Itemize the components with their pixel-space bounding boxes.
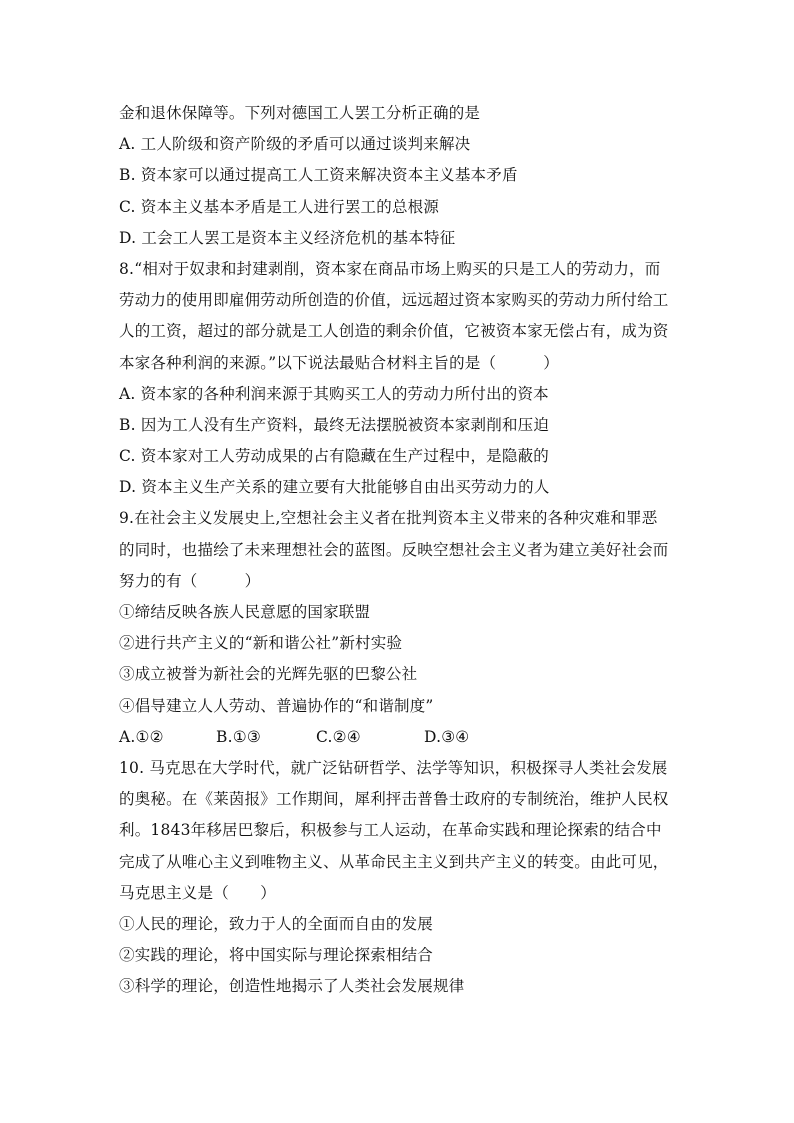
q10-item-2: ②实践的理论，将中国实际与理论探索相结合 [119,946,434,965]
q10-stem-line: 完成了从唯心主义到唯物主义、从革命民主主义到共产主义的转变。由此可见， [119,852,669,871]
q8-option-c: C. 资本家对工人劳动成果的占有隐藏在生产过程中，是隐蔽的 [119,447,549,466]
q9-stem-line: 的同时，也描绘了未来理想社会的蓝图。反映空想社会主义者为建立美好社会而 [119,540,669,559]
q8-stem-line: 人的工资，超过的部分就是工人创造的剩余价值，它被资本家无偿占有，成为资 [119,322,669,341]
q9-item-3: ③成立被誉为新社会的光辉先驱的巴黎公社 [119,665,418,684]
q9-item-1: ①缔结反映各族人民意愿的国家联盟 [119,603,371,621]
q8-stem-line: 本家各种利润的来源。”以下说法最贴合材料主旨的是（ ） [119,353,559,372]
q10-stem-line: 10. 马克思在大学时代，就广泛钻研哲学、法学等知识，积极探寻人类社会发展 [119,758,668,777]
q9-choice-c: C.②④ [316,727,361,746]
q7-option-a: A. 工人阶级和资产阶级的矛盾可以通过谈判来解决 [119,135,471,154]
q7-option-c: C. 资本主义基本矛盾是工人进行罢工的总根源 [119,197,440,216]
q9-choice-a: A.①② [119,727,164,746]
q9-choices-row [119,722,679,753]
q8-option-a: A. 资本家的各种利润来源于其购买工人的劳动力所付出的资本 [119,384,549,403]
q10-item-1: ①人民的理论，致力于人的全面而自由的发展 [119,914,434,933]
q9-choice-d: D.③④ [424,727,470,746]
q7-option-b: B. 资本家可以通过提高工人工资来解决资本主义基本矛盾 [119,166,518,185]
q8-stem-line: 8.“相对于奴隶和封建剥削，资本家在商品市场上购买的只是工人的劳动力，而 [119,259,661,278]
question-text-block [119,98,679,1002]
q8-stem-line: 劳动力的使用即雇佣劳动所创造的价值，远远超过资本家购买的劳动力所付给工 [119,291,669,310]
q10-stem-line: 马克思主义是（ ） [119,883,277,902]
q7-option-d: D. 工会工人罢工是资本主义经济危机的基本特征 [119,228,456,247]
q9-stem-line: 9.在社会主义发展史上,空想社会主义者在批判资本主义带来的各种灾难和罪恶 [119,509,658,528]
q10-stem-line: 利。1843年移居巴黎后，积极参与工人运动，在革命实践和理论探索的结合中 [119,821,662,840]
q10-item-3: ③科学的理论，创造性地揭示了人类社会发展规律 [119,977,465,996]
q8-option-b: B. 因为工人没有生产资料，最终无法摆脱被资本家剥削和压迫 [119,415,550,434]
q9-item-2: ②进行共产主义的“新和谐公社”新村实验 [119,634,403,653]
q9-stem-line: 努力的有（ ） [119,571,261,590]
q9-choice-b: B.①③ [216,727,261,746]
q9-item-4: ④倡导建立人人劳动、普遍协作的“和谐制度” [119,696,434,715]
q10-stem-line: 的奥秘。在《莱茵报》工作期间，犀利抨击普鲁士政府的专制统治，维护人民权 [119,790,669,809]
q8-option-d: D. 资本主义生产关系的建立要有大批能够自由出买劳动力的人 [119,478,550,497]
q7-stem-end: 金和退休保障等。下列对德国工人罢工分析正确的是 [119,104,481,122]
